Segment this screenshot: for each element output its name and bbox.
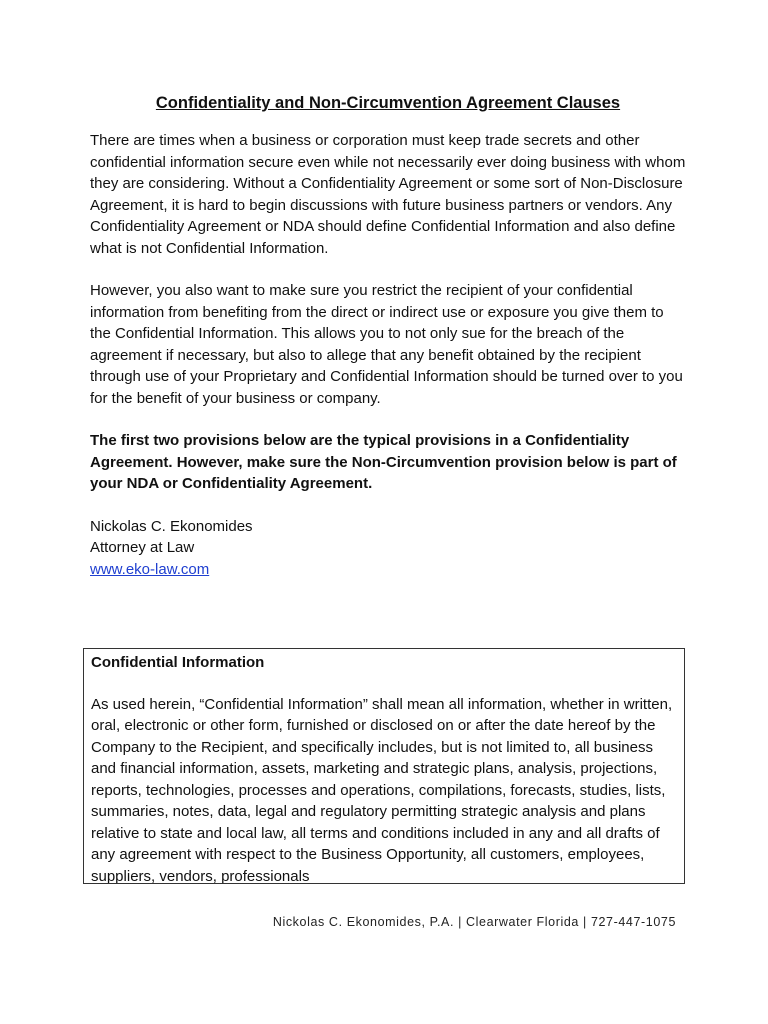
bold-notice: The first two provisions below are the typical provisions in a Confidentiality Agreement. However, make sure the Non-Circumvention provision below is part of your NDA or Confidentiality Agreement. (90, 432, 677, 492)
intro-paragraph: There are times when a business or corporation must keep trade secrets and other confidential information secure even while not necessarily ever doing business with whom they are considering. Without a Confidentiality Agreement or some sort of Non-Disclosure Agreement, it is hard to begin discussions with future business partners or vendors. Any Confidentiality Agreement or NDA should define Confidential Information and also define what is not Confidential Information. (90, 132, 686, 257)
clause-text: As used herein, “Confidential Information” shall mean all information, whether in written, oral, electronic or other form, furnished or disclosed on or after the date hereof by the Company to the Recipient, and specifically includes, but is not limited to, all business and financial information, assets, marketing and strategic plans, analysis, projections, reports, technologies, processes and operations, compilations, forecasts, studies, lists, summaries, notes, data, legal and regulatory permitting strategic analysis and plans relative to state and local law, all terms and conditions included in any and all drafts of any agreement with respect to the Business Opportunity, all customers, employees, suppliers, vendors, professionals (91, 695, 673, 884)
clause-heading: Confidential Information (91, 654, 265, 671)
restriction-paragraph: However, you also want to make sure you restrict the recipient of your confidential information from benefiting from the direct or indirect use or exposure you give them to the Confidential Information. This allows you to not only sue for the breach of the agreement if necessary, but also to allege that any benefit obtained by the recipient through use of your Proprietary and Confidential Information should be turned over to you for the benefit of your business or company. (90, 282, 683, 407)
confidential-information-clause-box (83, 648, 685, 884)
website-link[interactable]: www.eko-law.com (90, 560, 210, 578)
document-title: Confidentiality and Non-Circumvention Agreement Clauses (155, 94, 621, 112)
signature-block (90, 516, 686, 581)
footer-text: Nickolas C. Ekonomides, P.A. | Clearwater Florida | 727-447-1075 (272, 915, 676, 929)
attorney-name: Nickolas C. Ekonomides (90, 517, 253, 535)
document-body (90, 92, 686, 592)
attorney-role: Attorney at Law (90, 539, 195, 556)
page-footer (273, 915, 676, 929)
